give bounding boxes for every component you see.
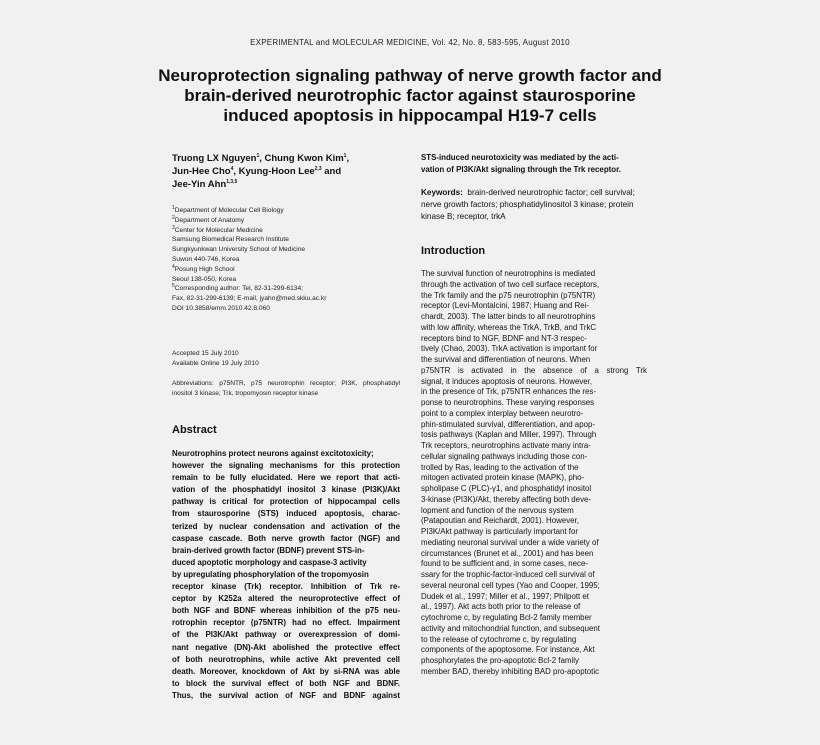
abstract-body: [172, 448, 400, 702]
title-line: Neuroprotection signaling pathway of nerve growth factor and: [158, 66, 662, 85]
affiliation-mark: 4: [172, 263, 175, 270]
title-line: brain-derived neurotrophic factor against staurosporine: [184, 86, 636, 105]
affiliations: [172, 206, 400, 314]
abstract-line: terized by nuclear condensation and activation of the: [172, 521, 400, 531]
article-title: [150, 66, 670, 126]
contact-info: Fax, 82-31-299-6139; E-mail, jyahn@med.skku.ac.kr: [172, 295, 327, 303]
introduction-line: al., 1997). Akt acts both prior to the release of: [421, 602, 581, 612]
author-separator: and: [321, 166, 342, 177]
abstract-line: of the PI3K/Akt pathway or overexpression of domi-: [172, 630, 400, 640]
abstract-line: death. Moreover, knockdown of Akt by si-RNA was able: [172, 666, 400, 676]
author-affiliation-mark: 4: [230, 165, 234, 172]
affiliation-line: [172, 255, 400, 265]
abstract-line: Thus, the survival action of NGF and BDNF against: [172, 690, 400, 700]
abstract-line: duced apoptotic morphology and caspase-3 activity: [172, 557, 367, 567]
author-line: [172, 178, 400, 191]
introduction-line: cytochrome c, by regulating Bcl-2 family member: [421, 613, 592, 622]
introduction-line: receptor (Levi-Montalcini, 1987; Huang and Rei-: [421, 301, 589, 311]
affiliation-text: Sungkyunkwan University School of Medicine: [172, 246, 306, 254]
author-list: [172, 152, 400, 191]
affiliation-text: Posung High School: [174, 265, 235, 273]
author-affiliation-mark: 1,3,5: [226, 178, 238, 185]
introduction-line: to the release of cytochrome c, by regulating: [421, 634, 577, 644]
introduction-line: ponse to neurotrophins. These varying responses: [421, 398, 595, 407]
doi: DOI 10.3858/emm.2010.42.8.060: [172, 304, 270, 312]
abstract-line: pathway is critical for protection of hippocampal cells: [172, 497, 400, 507]
abstract-line: both NGF and BDNF whereas inhibition of the p75 neu-: [172, 606, 400, 616]
introduction-line: with low affinity, whereas the TrkA, TrkB, and TrkC: [421, 322, 597, 332]
abstract-line: caspase cascade. Both nerve growth factor (NGF) and: [172, 533, 400, 543]
abstract-line: STS-induced neurotoxicity was mediated by the acti-: [421, 153, 619, 162]
author-line: [172, 152, 400, 165]
introduction-body: [421, 269, 647, 678]
introduction-line: trolled by Ras, leading to the activation of the: [421, 462, 579, 472]
introduction-line: lopment and function of the nervous system: [421, 505, 574, 515]
affiliation-mark: 1: [172, 204, 175, 211]
abstract-line: brain-derived growth factor (BDNF) prevent STS-in-: [172, 545, 365, 555]
affiliation-text: Center for Molecular Medicine: [174, 226, 263, 234]
author-line: [172, 165, 400, 178]
introduction-line: Trk receptors, neurotrophins activate many intra-: [421, 441, 591, 450]
keywords-label: Keywords:: [421, 188, 463, 197]
affiliation-line: [172, 226, 400, 236]
abstract-line: rotrophin receptor (p75NTR) had no effect. Impairment: [172, 618, 400, 628]
introduction-line: PI3K/Akt pathway is particularly important for: [421, 527, 578, 536]
introduction-line: components of the apoptosome. For instance, Akt: [421, 645, 595, 655]
author-affiliation-mark: 1: [343, 152, 347, 159]
affiliation-mark: 3: [172, 224, 175, 231]
introduction-line: member BAD, thereby inhibiting BAD pro-apoptotic: [421, 666, 600, 676]
abstract-line: vation of the phosphatidyl inositol 3 kinase (PI3K)/Akt: [172, 485, 400, 495]
affiliation-mark: 5: [172, 283, 175, 290]
affiliation-mark: 2: [172, 214, 175, 221]
accepted-date: Accepted 15 July 2010: [172, 350, 239, 357]
author-name: Chung Kwon Kim: [264, 153, 344, 164]
introduction-line: phosphorylates the pro-apoptotic Bcl-2 family: [421, 656, 579, 665]
introduction-line: the survival and differentiation of neurons. When: [421, 355, 591, 364]
abstract-line: however the signaling mechanisms for this protection: [172, 461, 400, 471]
introduction-line: circumstances (Brunet et al., 2001) and has been: [421, 548, 594, 558]
affiliation-text: Seoul 138-050, Korea: [172, 275, 237, 283]
introduction-line: 3-kinase (PI3K)/Akt, thereby affecting both deve-: [421, 494, 592, 504]
affiliation-line: [172, 284, 400, 294]
keywords-text: brain-derived neurotrophic factor; cell survival; nerve growth factors; phosphatidylinositol 3 kinase; protein kinase B; receptor, trkA: [421, 188, 635, 222]
abstract-line: ceptor by K252a altered the neuroprotective effect of: [172, 594, 400, 604]
introduction-line: mitogen activated protein kinase (MAPK), pho-: [421, 473, 585, 483]
author-name: Jun-Hee Cho: [172, 166, 231, 177]
abstract-line: of both neurotrophins, while active Akt prevented cell: [172, 654, 400, 664]
author-affiliation-mark: 2,3: [314, 165, 322, 172]
author-name: Kyung-Hoon Lee: [238, 166, 315, 177]
abstract-line: from staurosporine (STS) induced apoptosis, charac-: [172, 509, 400, 519]
affiliation-line: [172, 265, 400, 275]
author-separator: ,: [259, 153, 265, 164]
affiliation-text: Samsung Biomedical Research Institute: [172, 236, 289, 244]
introduction-line: activity and mitochondrial function, and subsequent: [421, 623, 600, 633]
abstract-heading: Abstract: [172, 424, 217, 436]
introduction-line: chardt, 2003). The latter binds to all neurotrophins: [421, 312, 596, 321]
introduction-line: cellular signaling pathways including those con-: [421, 451, 588, 461]
introduction-line: signal, it induces apoptosis of neurons. However,: [421, 376, 593, 386]
author-affiliation-mark: 1: [256, 152, 260, 159]
introduction-line: several neuronal cell types (Yao and Cooper, 1995;: [421, 580, 600, 590]
available-date: Available Online 19 July 2010: [172, 359, 259, 367]
introduction-line: spholipase C (PLC)-γ1, and phosphatidyl inositol: [421, 484, 592, 493]
introduction-line: in the presence of Trk, p75NTR enhances the res-: [421, 387, 596, 397]
introduction-line: found to be sufficient and, in some cases, nece-: [421, 559, 588, 569]
introduction-heading: Introduction: [421, 245, 486, 257]
affiliation-line: [172, 275, 400, 285]
introduction-line: Dudek et al., 1997; Miller et al., 1997; Philpott et: [421, 591, 589, 601]
introduction-line: phin-stimulated survival, differentiation, and apop-: [421, 419, 595, 429]
author-name: Jee-Yin Ahn: [172, 179, 227, 190]
article-dates: [172, 349, 400, 368]
abstract-line: remain to be fully elucidated. Here we report that acti-: [172, 473, 400, 483]
introduction-line: tively (Chao, 2003). TrkA activation is important for: [421, 344, 598, 354]
introduction-line: tosis pathways (Kaplan and Miller, 1997). Through: [421, 430, 597, 440]
author-separator: ,: [233, 166, 239, 177]
abbreviations: Abbreviations: p75NTR, p75 neurotrophin receptor; PI3K, phosphatidyl inositol 3 kinase; Trk, tropomyosin receptor kinase: [172, 380, 400, 398]
affiliation-line: [172, 235, 400, 245]
abstract-continued: [421, 152, 647, 176]
affiliation-line: [172, 206, 400, 216]
introduction-line: point to a complex interplay between neurotro-: [421, 408, 584, 418]
affiliation-text: Suwon 440-746, Korea: [172, 255, 240, 263]
title-line: induced apoptosis in hippocampal H19-7 cells: [223, 106, 597, 125]
running-head: EXPERIMENTAL and MOLECULAR MEDICINE, Vol. 42, No. 8, 583-595, August 2010: [250, 38, 570, 47]
abstract-line: vation of PI3K/Akt signaling through the Trk receptor.: [421, 165, 621, 174]
corresponding-author: Corresponding author: Tel, 82-31-299-6134;: [174, 285, 303, 293]
abstract-line: to block the survival effect of both NGF and BDNF.: [172, 678, 400, 688]
introduction-line: through the activation of two cell surface receptors,: [421, 279, 600, 289]
introduction-line: ssary for the trophic-factor-induced cell survival of: [421, 570, 595, 579]
affiliation-line: [172, 304, 400, 314]
author-separator: ,: [346, 153, 350, 164]
affiliation-line: [172, 294, 400, 304]
affiliation-text: Department of Anatomy: [174, 216, 245, 224]
abstract-line: nant negative (DN)-Akt abolished the protective effect: [172, 642, 400, 652]
affiliation-text: Department of Molecular Cell Biology: [174, 207, 284, 214]
introduction-line: receptors bind to NGF, BDNF and NT-3 respec-: [421, 333, 587, 343]
abstract-line: Neurotrophins protect neurons against excitotoxicity;: [172, 449, 374, 458]
introduction-line: (Patapoutian and Reichardt, 2001). However,: [421, 516, 579, 526]
introduction-line: mediating neuronal survival under a wide variety of: [421, 537, 599, 547]
abstract-line: by upregulating phosphorylation of the tropomyosin: [172, 569, 369, 579]
keywords: [421, 187, 647, 223]
introduction-line: The survival function of neurotrophins is mediated: [421, 269, 596, 278]
affiliation-line: [172, 216, 400, 226]
author-name: Truong LX Nguyen: [172, 153, 257, 164]
abstract-line: receptor kinase (Trk) receptor. Inhibition of Trk re-: [172, 582, 400, 592]
affiliation-line: [172, 245, 400, 255]
introduction-line: p75NTR is activated in the absence of a strong Trk: [421, 365, 647, 375]
introduction-line: the Trk family and the p75 neurotrophin (p75NTR): [421, 290, 596, 300]
